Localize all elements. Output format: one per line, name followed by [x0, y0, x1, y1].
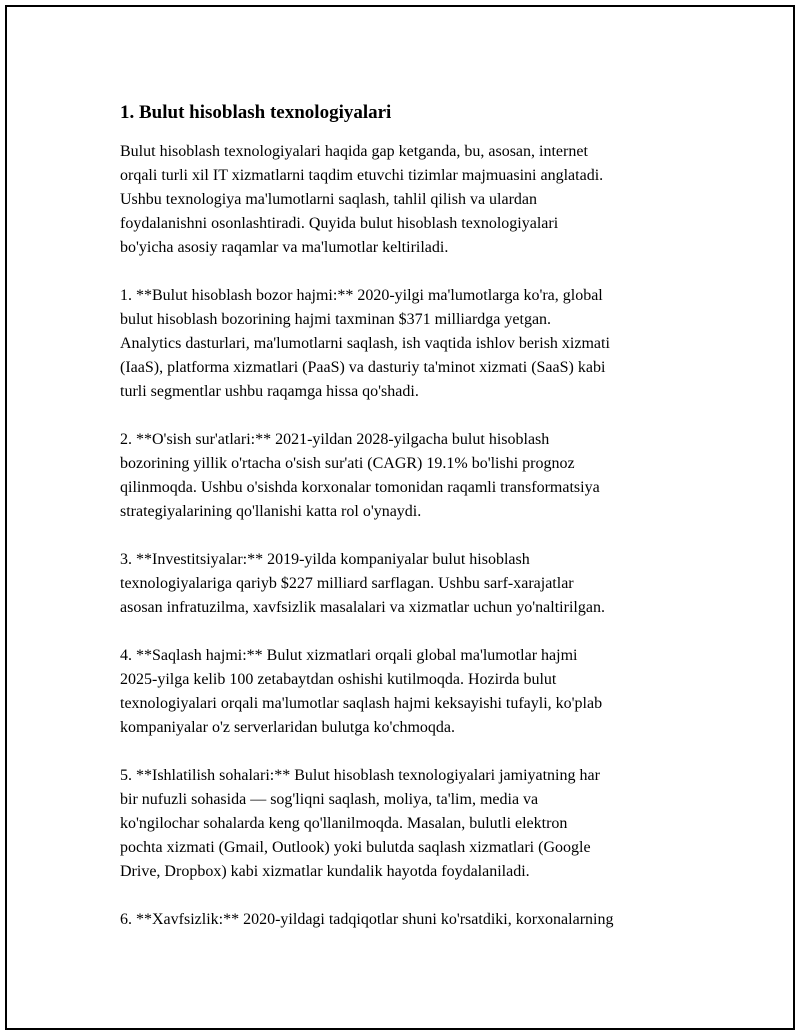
text-line: 5. **Ishlatilish sohalari:** Bulut hisoblash texnologiyalari jamiyatning har	[120, 767, 600, 784]
document-body	[120, 99, 700, 956]
growth-rate-paragraph	[120, 428, 700, 524]
text-line: Drive, Dropbox) kabi xizmatlar kundalik hayotda foydalaniladi.	[120, 863, 530, 880]
usage-areas-paragraph	[120, 764, 700, 884]
text-line: qilinmoqda. Ushbu o'sishda korxonalar tomonidan raqamli transformatsiya	[120, 479, 600, 496]
text-line: texnologiyalari orqali ma'lumotlar saqlash hajmi keksayishi tufayli, ko'plab	[120, 695, 603, 712]
text-line: 1. **Bulut hisoblash bozor hajmi:** 2020-yilgi ma'lumotlarga ko'ra, global	[120, 287, 603, 304]
investments-paragraph	[120, 548, 700, 620]
text-line: 2025-yilga kelib 100 zetabaytdan oshishi kutilmoqda. Hozirda bulut	[120, 671, 557, 688]
security-paragraph	[120, 908, 700, 932]
text-line: 4. **Saqlash hajmi:** Bulut xizmatlari orqali global ma'lumotlar hajmi	[120, 647, 578, 664]
text-line: strategiyalarining qo'llanishi katta rol o'ynaydi.	[120, 503, 422, 520]
text-line: 6. **Xavfsizlik:** 2020-yildagi tadqiqotlar shuni ko'rsatdiki, korxonalarning	[120, 911, 614, 928]
text-line: foydalanishni osonlashtiradi. Quyida bulut hisoblash texnologiyalari	[120, 215, 559, 232]
text-line: bulut hisoblash bozorining hajmi taxminan $371 milliardga yetgan.	[120, 311, 552, 328]
text-line: bo'yicha asosiy raqamlar va ma'lumotlar keltiriladi.	[120, 239, 449, 256]
text-line: orqali turli xil IT xizmatlarni taqdim etuvchi tizimlar majmuasini anglatadi.	[120, 167, 604, 184]
text-line: pochta xizmati (Gmail, Outlook) yoki bulutda saqlash xizmatlari (Google	[120, 839, 591, 856]
page-frame	[5, 5, 795, 1030]
text-line: 3. **Investitsiyalar:** 2019-yilda kompaniyalar bulut hisoblash	[120, 551, 530, 568]
market-size-paragraph	[120, 284, 700, 404]
text-line: Analytics dasturlari, ma'lumotlarni saqlash, ish vaqtida ishlov berish xizmati	[120, 335, 610, 352]
text-line: Ushbu texnologiya ma'lumotlarni saqlash, tahlil qilish va ulardan	[120, 191, 538, 208]
text-line: turli segmentlar ushbu raqamga hissa qo'shadi.	[120, 383, 419, 400]
storage-volume-paragraph	[120, 644, 700, 740]
intro-paragraph	[120, 140, 700, 260]
text-line: bozorining yillik o'rtacha o'sish sur'ati (CAGR) 19.1% bo'lishi prognoz	[120, 455, 575, 472]
text-line: kompaniyalar o'z serverlaridan bulutga ko'chmoqda.	[120, 719, 455, 736]
text-line: bir nufuzli sohasida — sog'liqni saqlash, moliya, ta'lim, media va	[120, 791, 539, 808]
text-line: 2. **O'sish sur'atlari:** 2021-yildan 2028-yilgacha bulut hisoblash	[120, 431, 550, 448]
text-line: texnologiyalariga qariyb $227 milliard sarflagan. Ushbu sarf-xarajatlar	[120, 575, 574, 592]
text-line: (IaaS), platforma xizmatlari (PaaS) va dasturiy ta'minot xizmati (SaaS) kabi	[120, 359, 606, 376]
document-title: 1. Bulut hisoblash texnologiyalari	[120, 102, 392, 123]
text-line: Bulut hisoblash texnologiyalari haqida gap ketganda, bu, asosan, internet	[120, 143, 588, 160]
text-line: ko'ngilochar sohalarda keng qo'llanilmoqda. Masalan, bulutli elektron	[120, 815, 568, 832]
text-line: asosan infratuzilma, xavfsizlik masalalari va xizmatlar uchun yo'naltirilgan.	[120, 599, 605, 616]
